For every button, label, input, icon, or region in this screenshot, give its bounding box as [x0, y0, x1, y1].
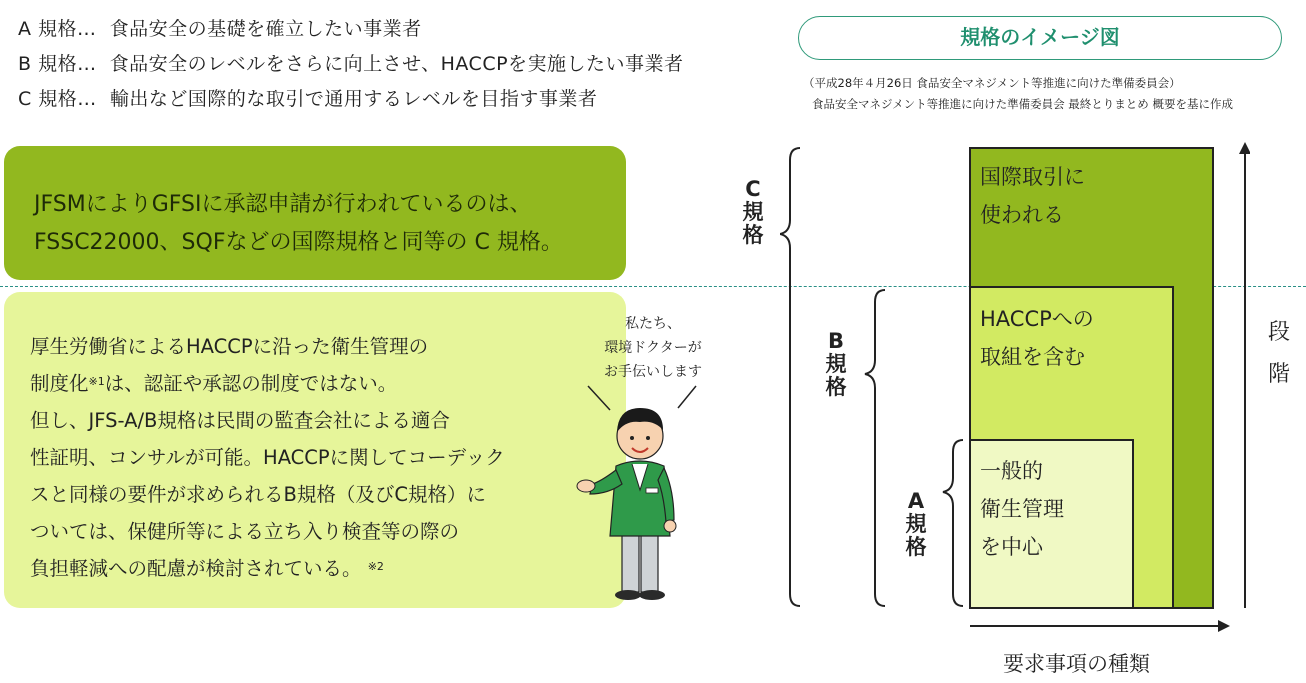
speech-line-1: 私たち、: [625, 316, 681, 332]
intro-grade-a: A 規格…: [18, 18, 97, 40]
a-grade-label: [901, 490, 931, 559]
intro-grade-b: B 規格…: [18, 53, 97, 75]
intro-desc-b: 食品安全のレベルをさらに向上させ、HACCPを実施したい事業者: [109, 53, 684, 75]
footnote-1: ※1: [88, 375, 105, 388]
b-grade-label: [821, 330, 851, 399]
intro-line-c: [18, 84, 597, 111]
source-line-1: （平成28年４月26日 食品安全マネジメント等推進に向けた準備委員会）: [803, 76, 1181, 90]
b-grade-char-2: 格: [825, 375, 847, 399]
b-note-line-6: ついては、保健所等による立ち入り検査等の際の: [30, 520, 460, 543]
c-grade-char-2: 格: [742, 223, 764, 247]
c-level-line-1: 国際取引に: [980, 165, 1085, 189]
b-note-line-4: 性証明、コンサルが可能。HACCPに関してコーデック: [30, 446, 505, 469]
intro-line-a: [18, 14, 422, 41]
c-grade-letter: C: [745, 177, 761, 201]
intro-grade-c: C 規格…: [18, 88, 97, 110]
y-axis-char-2: 階: [1267, 362, 1290, 387]
c-level-text: [980, 158, 1085, 234]
b-grade-char-1: 規: [825, 352, 847, 376]
b-level-line-2: 取組を含む: [980, 345, 1085, 369]
c-note-line-2: FSSC22000、SQFなどの国際規格と同等の C 規格。: [34, 230, 563, 255]
c-grade-label: [738, 178, 768, 247]
b-note-line-7: [30, 550, 626, 587]
b-note-line-5: スと同様の要件が求められるB規格（及びC規格）に: [30, 483, 486, 506]
doctor-character-illustration: [570, 380, 710, 610]
b-note-line-1: 厚生労働省によるHACCPに沿った衛生管理の: [30, 335, 429, 358]
a-level-line-2: 衛生管理: [980, 497, 1064, 521]
speech-line-3: お手伝いします: [604, 364, 702, 380]
a-level-line-3: を中心: [980, 535, 1043, 559]
speech-tick-left: [588, 386, 610, 410]
a-level-line-1: 一般的: [980, 459, 1043, 483]
a-grade-char-2: 格: [905, 535, 927, 559]
footnote-2: ※2: [367, 560, 384, 573]
b-note-line-2-pre: 制度化: [30, 372, 89, 395]
source-line-2: 食品安全マネジメント等推進に向けた準備委員会 最終とりまとめ 概要を基に作成: [812, 97, 1233, 111]
b-note-line-2: [30, 365, 626, 402]
c-note-line-1: JFSMによりGFSIに承認申請が行われているのは、: [34, 192, 532, 217]
b-grade-letter: B: [827, 329, 844, 353]
a-brace: [943, 440, 963, 606]
b-brace: [865, 290, 885, 606]
b-grade-note-box: [4, 292, 626, 608]
y-axis-char-1: 段: [1267, 320, 1290, 345]
x-axis-label: 要求事項の種類: [1003, 652, 1150, 676]
b-level-line-1: HACCPへの: [980, 307, 1094, 331]
c-grade-note-box: [4, 146, 626, 280]
c-level-line-2: 使われる: [980, 203, 1064, 227]
c-grade-char-1: 規: [742, 200, 764, 224]
speech-text: [578, 312, 728, 384]
a-level-text: [980, 452, 1064, 566]
y-axis-label: [1264, 312, 1294, 396]
intro-desc-a: 食品安全の基礎を確立したい事業者: [109, 18, 422, 40]
a-grade-char-1: 規: [905, 512, 927, 536]
c-brace: [780, 148, 800, 606]
diagram-title: 規格のイメージ図: [798, 16, 1282, 60]
b-note-line-7-text: 負担軽減への配慮が検討されている。: [30, 557, 362, 580]
intro-desc-c: 輸出など国際的な取引で通用するレベルを目指す事業者: [109, 88, 598, 110]
b-level-text: [980, 300, 1094, 376]
a-grade-letter: A: [907, 489, 925, 513]
speech-tick-right: [678, 386, 696, 408]
b-note-line-3: 但し、JFS-A/B規格は民間の監査会社による適合: [30, 409, 450, 432]
speech-line-2: 環境ドクターが: [604, 340, 702, 356]
intro-line-b: [18, 49, 684, 76]
b-note-line-2-post: は、認証や承認の制度ではない。: [104, 372, 398, 395]
